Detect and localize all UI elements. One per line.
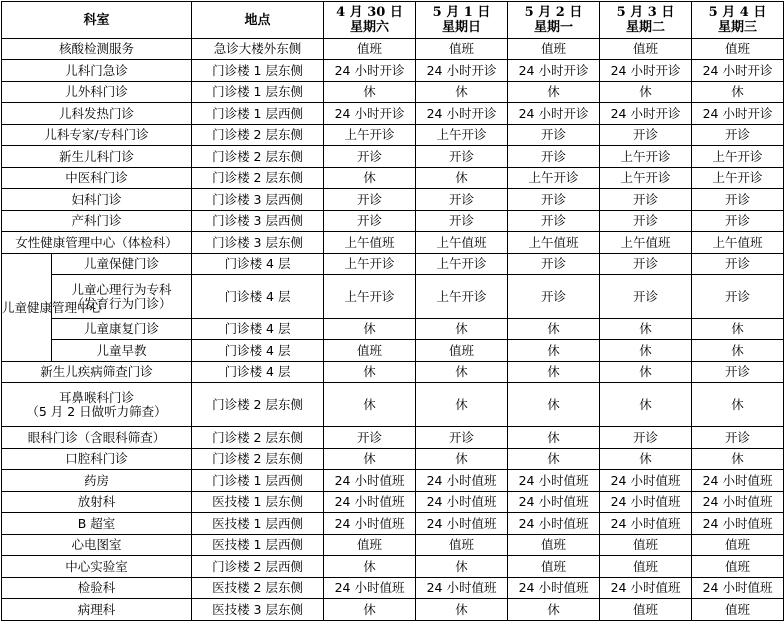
status-cell: 上午开诊: [508, 168, 600, 189]
status-cell: 休: [692, 340, 784, 362]
department-cell: 儿童康复门诊: [52, 319, 192, 340]
schedule-body: [2, 39, 784, 621]
location-cell: 门诊楼 4 层: [192, 340, 324, 362]
status-cell: 24 小时开诊: [508, 103, 600, 125]
status-cell: 休: [508, 449, 600, 470]
department-cell: 新生儿科门诊: [2, 146, 192, 168]
header-day: [324, 2, 416, 39]
department-cell: 儿外科门诊: [2, 82, 192, 103]
location-cell: 门诊楼 2 层东侧: [192, 125, 324, 146]
header-weekday: 星期六: [350, 20, 390, 35]
group-label-cell: 儿童健康管理中心: [2, 254, 52, 362]
status-cell: 休: [508, 340, 600, 362]
status-cell: 值班: [324, 39, 416, 60]
status-cell: 值班: [508, 535, 600, 556]
status-cell: 值班: [324, 535, 416, 556]
status-cell: 值班: [692, 39, 784, 60]
status-cell: 开诊: [416, 211, 508, 232]
status-cell: 开诊: [600, 275, 692, 319]
department-cell: 病理科: [2, 599, 192, 621]
status-cell: 上午开诊: [600, 168, 692, 189]
status-cell: 24 小时值班: [508, 513, 600, 535]
status-cell: 休: [416, 362, 508, 383]
status-cell: 开诊: [508, 189, 600, 211]
status-cell: 24 小时值班: [692, 492, 784, 513]
status-cell: 休: [692, 449, 784, 470]
status-cell: 上午值班: [600, 232, 692, 254]
status-cell: 休: [416, 449, 508, 470]
status-cell: 24 小时开诊: [324, 103, 416, 125]
table-row: [2, 340, 784, 362]
status-cell: 休: [508, 383, 600, 427]
table-row: [2, 232, 784, 254]
department-cell: 儿科发热门诊: [2, 103, 192, 125]
status-cell: 24 小时值班: [416, 578, 508, 599]
header-date: 4 月 30 日: [336, 5, 403, 20]
status-cell: 休: [324, 383, 416, 427]
header-day: [600, 2, 692, 39]
location-cell: 医技楼 1 层东侧: [192, 492, 324, 513]
department-cell: [2, 383, 192, 427]
location-cell: 门诊楼 3 层东侧: [192, 232, 324, 254]
header-location: 地点: [192, 2, 324, 39]
location-cell: 门诊楼 2 层东侧: [192, 146, 324, 168]
table-row: [2, 427, 784, 449]
status-cell: 值班: [324, 340, 416, 362]
status-cell: 开诊: [600, 189, 692, 211]
status-cell: 休: [324, 556, 416, 578]
status-cell: 24 小时值班: [600, 578, 692, 599]
status-cell: 值班: [692, 535, 784, 556]
department-cell: 女性健康管理中心（体检科）: [2, 232, 192, 254]
table-row: [2, 383, 784, 427]
status-cell: 上午开诊: [324, 275, 416, 319]
status-cell: 休: [508, 319, 600, 340]
status-cell: 休: [692, 82, 784, 103]
department-cell: B 超室: [2, 513, 192, 535]
department-cell: 口腔科门诊: [2, 449, 192, 470]
status-cell: 休: [508, 362, 600, 383]
table-row: [2, 60, 784, 82]
location-cell: 医技楼 1 层西侧: [192, 513, 324, 535]
status-cell: 开诊: [600, 211, 692, 232]
holiday-schedule-table: [1, 1, 784, 621]
table-row: [2, 449, 784, 470]
status-cell: 值班: [600, 599, 692, 621]
status-cell: 上午值班: [416, 232, 508, 254]
status-cell: 24 小时开诊: [416, 103, 508, 125]
location-cell: 急诊大楼外东侧: [192, 39, 324, 60]
status-cell: 开诊: [416, 189, 508, 211]
status-cell: 休: [600, 383, 692, 427]
status-cell: 24 小时开诊: [508, 60, 600, 82]
status-cell: 24 小时值班: [692, 513, 784, 535]
status-cell: 24 小时开诊: [324, 60, 416, 82]
location-cell: 门诊楼 2 层东侧: [192, 427, 324, 449]
status-cell: 开诊: [324, 189, 416, 211]
location-cell: 门诊楼 1 层东侧: [192, 82, 324, 103]
status-cell: 开诊: [600, 125, 692, 146]
status-cell: 上午开诊: [416, 275, 508, 319]
status-cell: 上午开诊: [324, 254, 416, 275]
status-cell: 开诊: [692, 211, 784, 232]
table-row: [2, 362, 784, 383]
status-cell: 上午开诊: [692, 146, 784, 168]
department-note: （发育行为门诊）: [71, 295, 172, 311]
department-cell: 儿童保健门诊: [52, 254, 192, 275]
table-row: [2, 578, 784, 599]
location-cell: 医技楼 2 层东侧: [192, 578, 324, 599]
status-cell: 上午开诊: [692, 168, 784, 189]
status-cell: 值班: [508, 39, 600, 60]
location-cell: 门诊楼 3 层西侧: [192, 211, 324, 232]
table-row: [2, 189, 784, 211]
status-cell: 休: [600, 82, 692, 103]
status-cell: 休: [508, 427, 600, 449]
status-cell: 24 小时值班: [416, 492, 508, 513]
table-row: [2, 254, 784, 275]
status-cell: 24 小时值班: [416, 513, 508, 535]
table-row: [2, 146, 784, 168]
table-row: [2, 103, 784, 125]
location-cell: 门诊楼 4 层: [192, 319, 324, 340]
status-cell: 休: [416, 599, 508, 621]
header-date: 5 月 1 日: [432, 5, 491, 20]
status-cell: 休: [600, 319, 692, 340]
status-cell: 值班: [416, 39, 508, 60]
location-cell: 医技楼 3 层东侧: [192, 599, 324, 621]
table-row: [2, 470, 784, 492]
table-row: [2, 275, 784, 319]
status-cell: 休: [324, 599, 416, 621]
header-department: 科室: [2, 2, 192, 39]
department-note: （5 月 2 日做听力筛查）: [26, 403, 167, 419]
department-cell: 药房: [2, 470, 192, 492]
status-cell: 休: [324, 449, 416, 470]
table-row: [2, 556, 784, 578]
status-cell: 休: [416, 383, 508, 427]
status-cell: 休: [692, 383, 784, 427]
department-name: 耳鼻喉科门诊: [59, 389, 135, 405]
department-cell: 核酸检测服务: [2, 39, 192, 60]
status-cell: 休: [324, 168, 416, 189]
department-cell: 中医科门诊: [2, 168, 192, 189]
location-cell: 门诊楼 2 层东侧: [192, 168, 324, 189]
location-cell: 门诊楼 2 层西侧: [192, 556, 324, 578]
status-cell: 休: [600, 449, 692, 470]
status-cell: 开诊: [508, 146, 600, 168]
status-cell: 24 小时开诊: [600, 103, 692, 125]
status-cell: 开诊: [324, 146, 416, 168]
department-cell: 心电图室: [2, 535, 192, 556]
status-cell: 开诊: [692, 427, 784, 449]
status-cell: 开诊: [508, 275, 600, 319]
status-cell: 24 小时值班: [416, 470, 508, 492]
header-weekday: 星期二: [626, 20, 666, 35]
table-row: [2, 492, 784, 513]
status-cell: 24 小时值班: [600, 470, 692, 492]
table-row: [2, 168, 784, 189]
status-cell: 24 小时值班: [692, 470, 784, 492]
status-cell: 值班: [600, 556, 692, 578]
status-cell: 上午值班: [692, 232, 784, 254]
header-day: [416, 2, 508, 39]
status-cell: 开诊: [600, 254, 692, 275]
status-cell: 开诊: [416, 427, 508, 449]
status-cell: 值班: [508, 556, 600, 578]
status-cell: 休: [692, 319, 784, 340]
status-cell: 休: [600, 362, 692, 383]
department-cell: 放射科: [2, 492, 192, 513]
status-cell: 休: [416, 556, 508, 578]
status-cell: 开诊: [416, 146, 508, 168]
status-cell: 24 小时开诊: [416, 60, 508, 82]
header-weekday: 星期日: [442, 20, 482, 35]
department-cell: 新生儿疾病筛查门诊: [2, 362, 192, 383]
location-cell: 门诊楼 4 层: [192, 254, 324, 275]
status-cell: 开诊: [324, 211, 416, 232]
department-cell: 检验科: [2, 578, 192, 599]
status-cell: 开诊: [508, 254, 600, 275]
header-date: 5 月 4 日: [708, 5, 767, 20]
header-row: [2, 2, 784, 39]
location-cell: 门诊楼 1 层西侧: [192, 103, 324, 125]
table-row: [2, 535, 784, 556]
header-weekday: 星期三: [718, 20, 758, 35]
location-cell: 医技楼 1 层西侧: [192, 535, 324, 556]
header-date: 5 月 3 日: [616, 5, 675, 20]
location-cell: 门诊楼 1 层东侧: [192, 60, 324, 82]
status-cell: 值班: [692, 556, 784, 578]
location-cell: 门诊楼 4 层: [192, 275, 324, 319]
status-cell: 上午值班: [508, 232, 600, 254]
status-cell: 24 小时值班: [508, 492, 600, 513]
status-cell: 开诊: [692, 275, 784, 319]
department-cell: 中心实验室: [2, 556, 192, 578]
department-cell: 儿童早教: [52, 340, 192, 362]
status-cell: 值班: [692, 599, 784, 621]
status-cell: 24 小时值班: [324, 470, 416, 492]
status-cell: 休: [324, 82, 416, 103]
location-cell: 门诊楼 1 层西侧: [192, 470, 324, 492]
header-day: [692, 2, 784, 39]
status-cell: 值班: [600, 39, 692, 60]
department-cell: 眼科门诊（含眼科筛查）: [2, 427, 192, 449]
status-cell: 开诊: [692, 189, 784, 211]
status-cell: 休: [324, 319, 416, 340]
status-cell: 开诊: [600, 427, 692, 449]
department-cell: 儿科专家/专科门诊: [2, 125, 192, 146]
header-date: 5 月 2 日: [524, 5, 583, 20]
status-cell: 休: [508, 82, 600, 103]
status-cell: 休: [508, 599, 600, 621]
header-weekday: 星期一: [534, 20, 574, 35]
status-cell: 休: [416, 168, 508, 189]
location-cell: 门诊楼 2 层东侧: [192, 383, 324, 427]
table-row: [2, 125, 784, 146]
status-cell: 开诊: [324, 427, 416, 449]
table-row: [2, 211, 784, 232]
table-row: [2, 319, 784, 340]
status-cell: 24 小时值班: [324, 578, 416, 599]
status-cell: 上午值班: [324, 232, 416, 254]
status-cell: 24 小时值班: [600, 492, 692, 513]
location-cell: 门诊楼 3 层西侧: [192, 189, 324, 211]
status-cell: 24 小时值班: [324, 492, 416, 513]
table-row: [2, 513, 784, 535]
location-cell: 门诊楼 2 层东侧: [192, 449, 324, 470]
table-row: [2, 599, 784, 621]
status-cell: 24 小时值班: [600, 513, 692, 535]
status-cell: 24 小时开诊: [692, 103, 784, 125]
status-cell: 休: [416, 319, 508, 340]
status-cell: 值班: [416, 535, 508, 556]
status-cell: 开诊: [508, 211, 600, 232]
status-cell: 开诊: [692, 125, 784, 146]
status-cell: 24 小时值班: [324, 513, 416, 535]
status-cell: 值班: [600, 535, 692, 556]
status-cell: 开诊: [508, 125, 600, 146]
status-cell: 上午开诊: [416, 254, 508, 275]
department-cell: 产科门诊: [2, 211, 192, 232]
status-cell: 开诊: [692, 362, 784, 383]
status-cell: 开诊: [692, 254, 784, 275]
header-day: [508, 2, 600, 39]
status-cell: 休: [324, 362, 416, 383]
location-cell: 门诊楼 4 层: [192, 362, 324, 383]
department-name: 儿童心理行为专科: [71, 281, 172, 297]
status-cell: 24 小时开诊: [600, 60, 692, 82]
status-cell: 上午开诊: [416, 125, 508, 146]
department-cell: 妇科门诊: [2, 189, 192, 211]
department-cell: 儿科门急诊: [2, 60, 192, 82]
status-cell: 休: [416, 82, 508, 103]
table-row: [2, 82, 784, 103]
status-cell: 值班: [416, 340, 508, 362]
status-cell: 24 小时值班: [508, 578, 600, 599]
table-row: [2, 39, 784, 60]
status-cell: 上午开诊: [600, 146, 692, 168]
status-cell: 24 小时开诊: [692, 60, 784, 82]
status-cell: 休: [600, 340, 692, 362]
status-cell: 上午开诊: [324, 125, 416, 146]
status-cell: 24 小时值班: [508, 470, 600, 492]
status-cell: 24 小时值班: [692, 578, 784, 599]
